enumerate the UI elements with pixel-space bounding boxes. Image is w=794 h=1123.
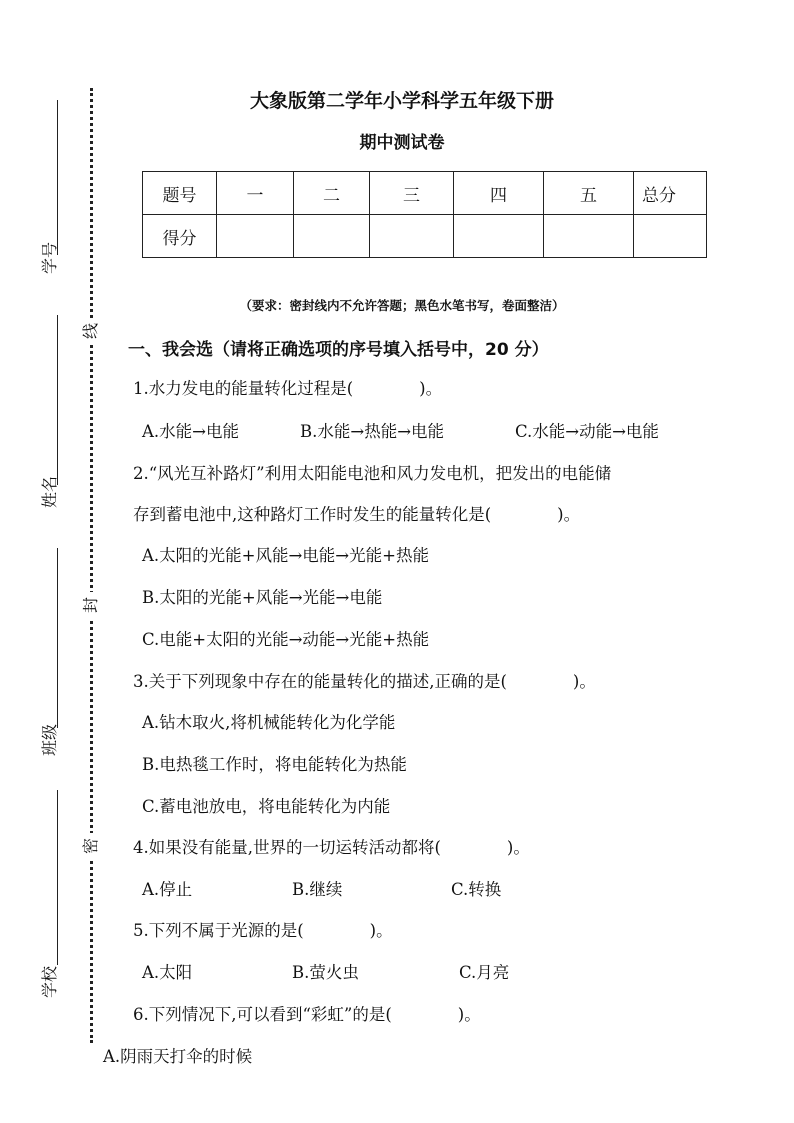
- score-blank[interactable]: [634, 215, 707, 258]
- student-id-label: 学号: [40, 242, 59, 275]
- score-cell: 五: [544, 172, 634, 215]
- question-1: 1.水力发电的能量转化过程是( )。: [133, 379, 443, 398]
- question-3: 3.关于下列现象中存在的能量转化的描述,正确的是( )。: [133, 672, 596, 691]
- option-1c: C.水能→动能→电能: [515, 422, 659, 441]
- option-2c: C.电能+太阳的光能→动能→光能+热能: [142, 630, 430, 649]
- score-table-score-row: [143, 215, 707, 258]
- option-3c: C.蓄电池放电，将电能转化为内能: [142, 797, 391, 816]
- name-line: [57, 315, 58, 485]
- option-3a: A.钻木取火,将机械能转化为化学能: [142, 713, 396, 732]
- score-cell: 三: [370, 172, 454, 215]
- option-5a: A.太阳: [142, 963, 193, 982]
- option-3b: B.电热毯工作时，将电能转化为热能: [142, 755, 407, 774]
- name-label: 姓名: [40, 476, 59, 509]
- score-cell: 四: [454, 172, 544, 215]
- seal-char-seal: 封: [78, 592, 104, 618]
- seal-char-secret: 密: [78, 833, 104, 859]
- option-2b: B.太阳的光能+风能→光能→电能: [142, 588, 383, 607]
- exam-subtitle: 期中测试卷: [359, 133, 445, 153]
- question-2-line1: 2.“风光互补路灯”利用太阳能电池和风力发电机，把发出的电能储: [133, 464, 612, 483]
- score-cell: 二: [294, 172, 370, 215]
- class-line: [57, 548, 58, 728]
- option-4b: B.继续: [292, 880, 343, 899]
- score-table: [142, 171, 707, 258]
- option-5b: B.萤火虫: [292, 963, 359, 982]
- score-blank[interactable]: [217, 215, 294, 258]
- seal-dotted-line: [90, 88, 93, 1043]
- score-cell: 一: [217, 172, 294, 215]
- question-4: 4.如果没有能量,世界的一切运转活动都将( )。: [133, 838, 530, 857]
- option-2a: A.太阳的光能+风能→电能→光能+热能: [142, 546, 429, 565]
- seal-char-line: 线: [78, 318, 104, 344]
- question-2-line2: 存到蓄电池中,这种路灯工作时发生的能量转化是( )。: [133, 505, 581, 524]
- student-id-line: [57, 100, 58, 255]
- score-table-header-row: [143, 172, 707, 215]
- option-5c: C.月亮: [459, 963, 510, 982]
- question-6: 6.下列情况下,可以看到“彩虹”的是( )。: [133, 1005, 481, 1024]
- option-4c: C.转换: [451, 880, 502, 899]
- option-4a: A.停止: [142, 880, 193, 899]
- score-cell: 总分: [634, 172, 707, 215]
- school-label: 学校: [40, 966, 59, 999]
- option-1a: A.水能→电能: [142, 422, 239, 441]
- score-cell: 题号: [143, 172, 217, 215]
- score-blank[interactable]: [294, 215, 370, 258]
- score-blank[interactable]: [544, 215, 634, 258]
- question-5: 5.下列不属于光源的是( )。: [133, 921, 393, 940]
- option-6a: A.阴雨天打伞的时候: [103, 1047, 253, 1066]
- score-blank[interactable]: [454, 215, 544, 258]
- school-line: [57, 790, 58, 965]
- section-heading: 一、我会选（请将正确选项的序号填入括号中，20 分）: [128, 340, 549, 360]
- class-label: 班级: [40, 724, 59, 757]
- score-blank[interactable]: [370, 215, 454, 258]
- requirement-note: （要求：密封线内不允许答题；黑色水笔书写，卷面整洁）: [239, 298, 565, 313]
- score-cell: 得分: [143, 215, 217, 258]
- exam-title: 大象版第二学年小学科学五年级下册: [249, 90, 554, 112]
- option-1b: B.水能→热能→电能: [300, 422, 445, 441]
